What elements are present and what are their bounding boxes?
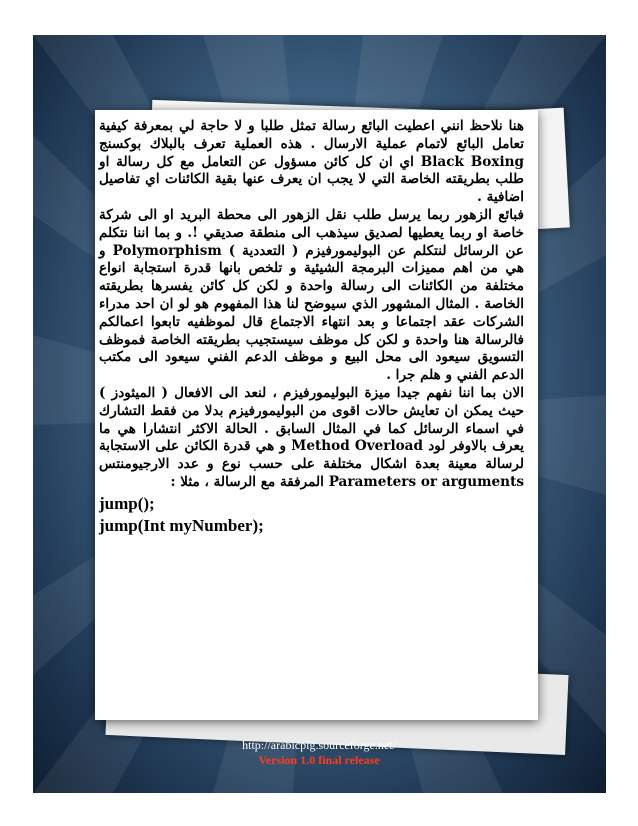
footer-version: Version 1.0 final release	[258, 753, 380, 767]
code-line: jump();	[99, 493, 155, 513]
code-line: jump(Int myNumber);	[99, 515, 264, 535]
paragraph-method-overload: الان بما اننا نفهم جيدا ميزة البوليمورفيزم ، لنعد الى الافعال ( الميثودز ) حيث يمكن ان تعايش حالات اقوى من البوليمورفيزم بدلا من فقط التشارك في اسماء الرسائل كما في المثال السابق . الحالة الاكثر انتشارا هي ما يعرف بالاوفر لود Method Overload و هي قدرة الكائن على الاستجابة لرسالة معينة بعدة اشكال مختلفة على حسب نوع و عدد الارجيومنتس Parameters or arguments المرفقة مع الرسالة ، مثلا :	[99, 384, 525, 490]
document-body	[99, 118, 524, 536]
paragraph-black-boxing: هنا نلاحظ انني اعطيت البائع رسالة تمثل طلبا و لا حاجة لي بمعرفة كيفية تعامل البائع لاتمام عملية الارسال . هذه العملية تعرف بالبلاك بوكسنج Black Boxing اي ان كل كائن مسؤول عن التعامل مع كل رسالة او طلب بطريقته الخاصة التي لا يجب ان يعرف عنها بقية الكائنات اي تفاصيل اضافية .	[99, 118, 524, 206]
footer-url-link[interactable]: http://arabicplg.sourceforge.net/	[242, 738, 396, 752]
paragraph-polymorphism: فبائع الزهور ربما يرسل طلب نقل الزهور الى محطة البريد او الى شركة خاصة او ربما يعطيها لصديق سيذهب الى منطقة صديقي !. و بما اننا نتكلم عن الرسائل لنتكلم عن البوليمورفيزم ( التعددية ) Polymorphism و هي من اهم مميزات البرمجة الشيئية و تلخص بانها قدرة استجابة انواع مختلفة من الكائنات الى رسالة واحدة و لكن كل كائن يفسرها بطريقته الخاصة . المثال المشهور الذي سيوضح لنا هذا المفهوم هو لو ان احد مدراء الشركات عقد اجتماعا و بعد انتهاء الاجتماع قال لموظفيه تابعوا اعمالكم فالرسالة هنا واحدة و لكن كل موظف سيستجيب بطريقته الخاصة فموظف التسويق سيعود الى محل البيع و موظف الدعم الفني سيعود الى مكتب الدعم الفني و هلم جرا .	[99, 206, 524, 384]
